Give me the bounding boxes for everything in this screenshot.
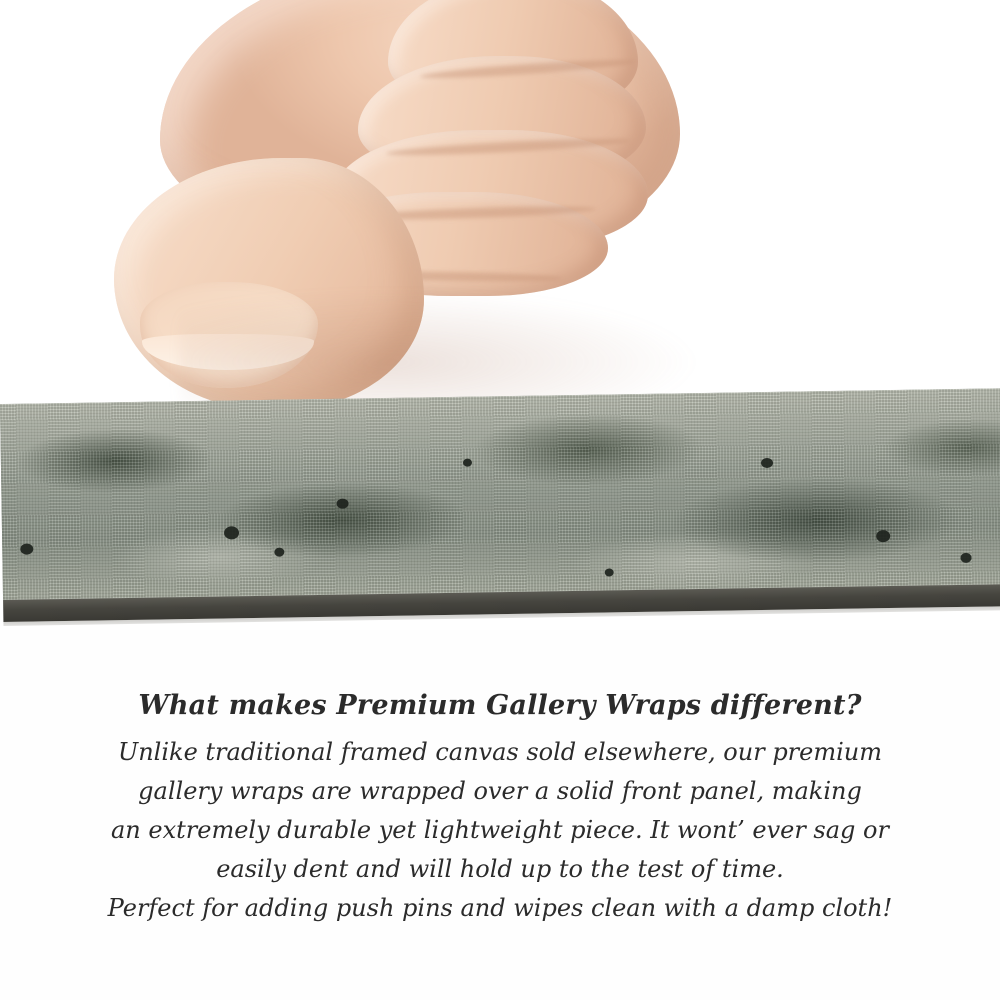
caption-headline: What makes Premium Gallery Wraps different? [138, 690, 862, 721]
gallery-wrap-edge-strip [0, 388, 1000, 626]
hand-shadow [180, 290, 700, 410]
canvas-print-surface [0, 388, 1000, 600]
caption-line-2: gallery wraps are wrapped over a solid front panel, making [138, 777, 862, 805]
canvas-weave-texture [0, 388, 1000, 600]
hand-illustration [120, 0, 680, 430]
caption-line-4: easily dent and will hold up to the test of time. [216, 855, 784, 883]
caption-line-3: an extremely durable yet lightweight piece. It wont’ ever sag or [111, 816, 889, 844]
caption-line-1: Unlike traditional framed canvas sold elsewhere, our premium [117, 738, 882, 766]
canvas-speck [605, 568, 614, 576]
canvas-speck [463, 459, 472, 467]
caption-line-5: Perfect for adding push pins and wipes clean with a damp cloth! [107, 894, 893, 922]
caption-block [0, 690, 1000, 928]
